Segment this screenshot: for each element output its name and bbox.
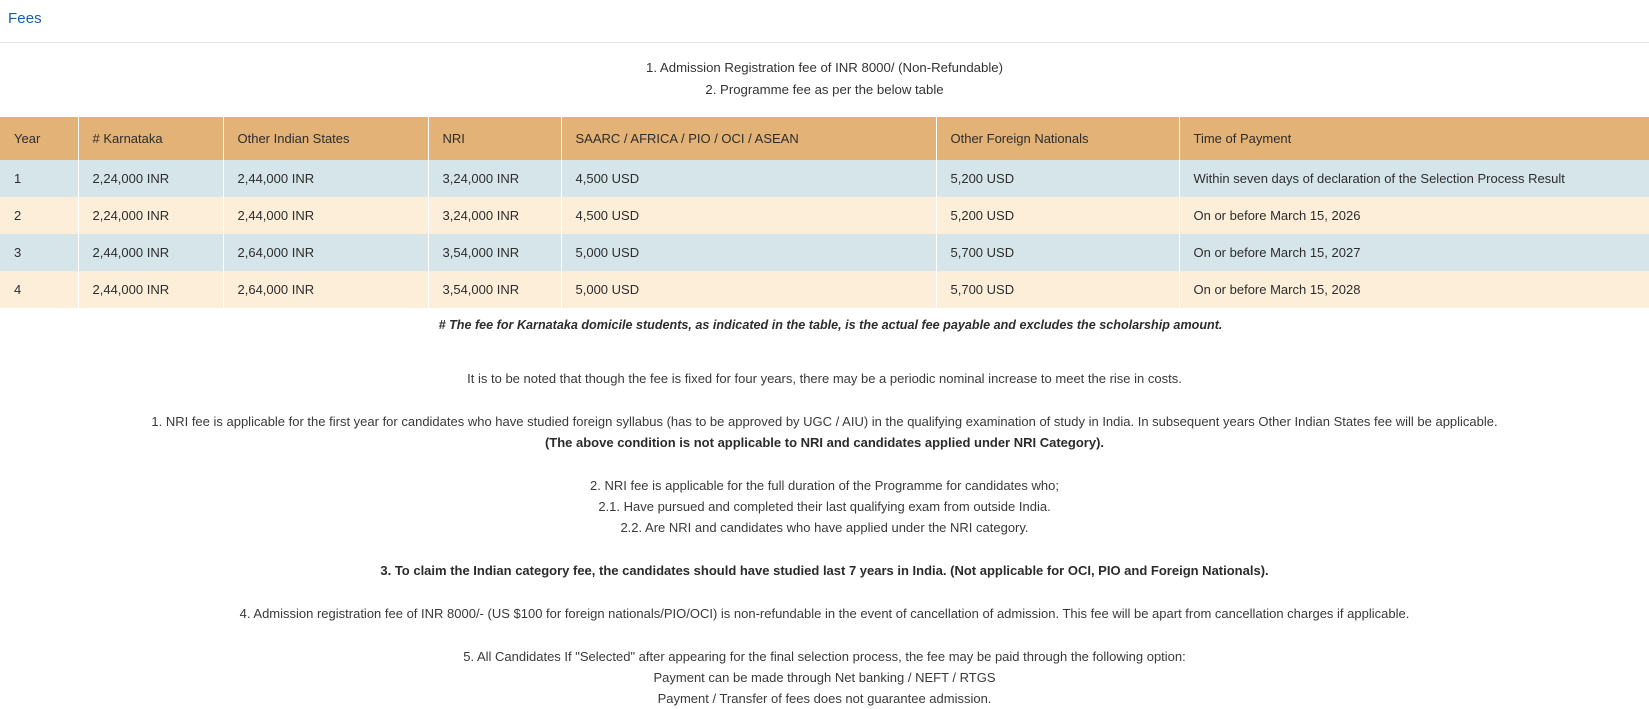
cell-time-of-payment: On or before March 15, 2028 [1179,271,1649,308]
cell-time-of-payment: On or before March 15, 2026 [1179,197,1649,234]
note-item-4: 4. Admission registration fee of INR 8000/- (US $100 for foreign nationals/PIO/OCI) is non-refundable in the event of cancellation of admission. This fee will be apart from cancellation charges if applicable. [239,606,1410,621]
cell-karnataka: 2,24,000 INR [78,197,223,234]
cell-karnataka: 2,44,000 INR [78,271,223,308]
note-item-1-bold: (The above condition is not applicable to NRI and candidates applied under NRI Category). [544,435,1105,450]
cell-time-of-payment: Within seven days of declaration of the Selection Process Result [1179,160,1649,197]
note-item-5-1: Payment can be made through Net banking / NEFT / RTGS [653,670,996,685]
cell-other-indian-states: 2,64,000 INR [223,234,428,271]
intro-block [0,43,1649,101]
intro-line-2: 2. Programme fee as per the below table [705,82,944,97]
page-title: Fees [8,10,42,27]
table-row [0,197,1649,234]
column-header-saarc: SAARC / AFRICA / PIO / OCI / ASEAN [561,117,936,160]
fee-table [0,117,1649,308]
cell-nri: 3,54,000 INR [428,234,561,271]
cell-time-of-payment: On or before March 15, 2027 [1179,234,1649,271]
cell-other-foreign: 5,200 USD [936,160,1179,197]
cell-year: 4 [0,271,78,308]
cell-year: 2 [0,197,78,234]
cell-year: 3 [0,234,78,271]
cell-nri: 3,24,000 INR [428,160,561,197]
column-header-karnataka: # Karnataka [78,117,223,160]
note-item-1: 1. NRI fee is applicable for the first year for candidates who have studied foreign syllabus (has to be approved by UGC / AIU) in the qualifying examination of study in India. In subsequent years Other Indian States fee will be applicable. [151,414,1498,429]
column-header-year: Year [0,117,78,160]
cell-saarc: 4,500 USD [561,197,936,234]
cell-saarc: 5,000 USD [561,271,936,308]
column-header-time-of-payment: Time of Payment [1179,117,1649,160]
cell-other-indian-states: 2,44,000 INR [223,160,428,197]
cell-other-foreign: 5,700 USD [936,271,1179,308]
table-row [0,160,1649,197]
column-header-other-foreign-nationals: Other Foreign Nationals [936,117,1179,160]
cell-other-foreign: 5,200 USD [936,197,1179,234]
cell-nri: 3,24,000 INR [428,197,561,234]
cell-karnataka: 2,44,000 INR [78,234,223,271]
cell-other-indian-states: 2,64,000 INR [223,271,428,308]
cell-karnataka: 2,24,000 INR [78,160,223,197]
note-item-2-1: 2.1. Have pursued and completed their last qualifying exam from outside India. [598,499,1051,514]
cell-nri: 3,54,000 INR [428,271,561,308]
cell-other-foreign: 5,700 USD [936,234,1179,271]
note-item-3: 3. To claim the Indian category fee, the candidates should have studied last 7 years in India. (Not applicable for OCI, PIO and Foreign Nationals). [380,563,1269,578]
cell-other-indian-states: 2,44,000 INR [223,197,428,234]
note-item-2-2: 2.2. Are NRI and candidates who have applied under the NRI category. [620,520,1029,535]
table-row [0,234,1649,271]
fee-table-head [0,117,1649,160]
cell-saarc: 4,500 USD [561,160,936,197]
notes-block [0,334,1649,709]
fee-table-container [0,117,1649,308]
note-item-2: 2. NRI fee is applicable for the full duration of the Programme for candidates who; [590,478,1059,493]
column-header-other-indian-states: Other Indian States [223,117,428,160]
note-item-5: 5. All Candidates If "Selected" after appearing for the final selection process, the fee may be paid through the following option: [463,649,1186,664]
karnataka-footnote: # The fee for Karnataka domicile students, as indicated in the table, is the actual fee payable and excludes the scholarship amount. [438,318,1223,332]
cell-year: 1 [0,160,78,197]
note-item-5-2: Payment / Transfer of fees does not guarantee admission. [657,691,992,706]
page-header [0,0,1649,43]
table-row [0,271,1649,308]
cell-saarc: 5,000 USD [561,234,936,271]
intro-line-1: 1. Admission Registration fee of INR 8000/ (Non-Refundable) [646,60,1003,75]
table-header-row [0,117,1649,160]
column-header-nri: NRI [428,117,561,160]
note-periodic-increase: It is to be noted that though the fee is fixed for four years, there may be a periodic nominal increase to meet the rise in costs. [467,371,1182,386]
fee-table-body [0,160,1649,308]
